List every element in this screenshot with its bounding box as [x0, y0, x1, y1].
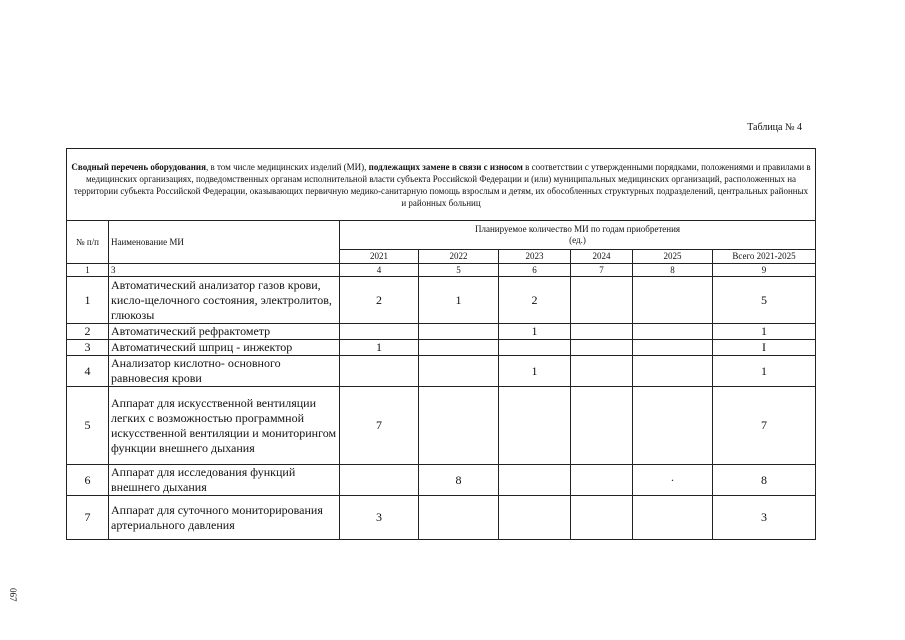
- row-2024: [571, 340, 633, 356]
- row-2023: 2: [499, 277, 571, 324]
- header-year: 2021: [340, 250, 419, 264]
- row-2021: [340, 324, 419, 340]
- row-num: 1: [67, 277, 109, 324]
- row-name: Аппарат для суточного мониторирования артериального давления: [109, 496, 340, 540]
- row-name: Анализатор кислотно- основного равновесия крови: [109, 356, 340, 387]
- row-num: 2: [67, 324, 109, 340]
- column-number: 3: [109, 264, 340, 277]
- row-2022: [419, 356, 499, 387]
- table-row: [67, 277, 816, 324]
- row-2021: 3: [340, 496, 419, 540]
- row-2022: [419, 496, 499, 540]
- row-2021: 2: [340, 277, 419, 324]
- column-number: 4: [340, 264, 419, 277]
- row-name: Автоматический шприц - инжектор: [109, 340, 340, 356]
- row-total: 1: [713, 324, 816, 340]
- table-caption: [67, 149, 816, 221]
- row-2022: [419, 340, 499, 356]
- row-2024: [571, 324, 633, 340]
- row-name: Аппарат для искусственной вентиляции легких с возможностью программной искусственной вентиляции и мониторингом функции внешнего дыхания: [109, 387, 340, 465]
- row-2025: [633, 277, 713, 324]
- row-2022: 1: [419, 277, 499, 324]
- table-row: [67, 465, 816, 496]
- row-2023: [499, 340, 571, 356]
- page-number: 067: [8, 588, 18, 602]
- column-number: 5: [419, 264, 499, 277]
- row-2021: [340, 465, 419, 496]
- row-total: 8: [713, 465, 816, 496]
- header-planned-title: Планируемое количество МИ по годам приобретения: [474, 224, 681, 234]
- row-2024: [571, 277, 633, 324]
- header-name: Наименование МИ: [109, 221, 340, 264]
- row-2025: [633, 356, 713, 387]
- column-number: 6: [499, 264, 571, 277]
- column-number: 8: [633, 264, 713, 277]
- row-2025: [633, 387, 713, 465]
- row-2021: [340, 356, 419, 387]
- row-2025: [633, 496, 713, 540]
- row-name: Автоматический анализатор газов крови, кисло-щелочного состояния, электролитов, глюкозы: [109, 277, 340, 324]
- table-row: [67, 324, 816, 340]
- row-2023: [499, 465, 571, 496]
- column-number: 7: [571, 264, 633, 277]
- row-num: 5: [67, 387, 109, 465]
- caption-bold-2: подлежащих замене в связи с износом: [368, 161, 523, 172]
- header-planned: [340, 221, 816, 250]
- row-2024: [571, 465, 633, 496]
- row-name: Аппарат для исследования функций внешнего дыхания: [109, 465, 340, 496]
- row-total: 7: [713, 387, 816, 465]
- header-unit: (ед.): [569, 235, 586, 245]
- header-year: 2024: [571, 250, 633, 264]
- table-row: [67, 387, 816, 465]
- row-total: 1: [713, 356, 816, 387]
- row-2023: 1: [499, 356, 571, 387]
- row-2023: [499, 496, 571, 540]
- row-total: 3: [713, 496, 816, 540]
- caption-text-2: в соответствии с утвержденными порядками, положениями и правилами в медицинских организациях, подведомственных органам исполнительной власти субъекта Российской Федерации и (или) муниципальных медицинских организаций, расположенных на территории субъекта Российской Федерации, оказывающих первичную медико-санитарную помощь взрослым и детям, их обособленных структурных подразделений, центральных районных и районных больниц: [73, 161, 811, 208]
- row-2025: [633, 340, 713, 356]
- row-num: 6: [67, 465, 109, 496]
- row-2021: 1: [340, 340, 419, 356]
- header-year: 2022: [419, 250, 499, 264]
- row-num: 3: [67, 340, 109, 356]
- row-2023: 1: [499, 324, 571, 340]
- column-number: 9: [713, 264, 816, 277]
- caption-bold-1: Сводный перечень оборудования: [71, 161, 206, 172]
- table-row: [67, 356, 816, 387]
- table-row: [67, 340, 816, 356]
- row-2024: [571, 387, 633, 465]
- row-2022: 8: [419, 465, 499, 496]
- equipment-table: [66, 148, 816, 540]
- header-year: 2025: [633, 250, 713, 264]
- row-2025: ·: [633, 465, 713, 496]
- row-num: 4: [67, 356, 109, 387]
- row-2022: [419, 387, 499, 465]
- row-2024: [571, 356, 633, 387]
- row-2024: [571, 496, 633, 540]
- row-2025: [633, 324, 713, 340]
- row-2023: [499, 387, 571, 465]
- header-total: Всего 2021-2025: [713, 250, 816, 264]
- table-number-label: Таблица № 4: [747, 122, 802, 133]
- row-num: 7: [67, 496, 109, 540]
- row-2022: [419, 324, 499, 340]
- row-total: I: [713, 340, 816, 356]
- column-number: 1: [67, 264, 109, 277]
- table-row: [67, 496, 816, 540]
- header-num: № п/п: [67, 221, 109, 264]
- row-total: 5: [713, 277, 816, 324]
- caption-text-1: , в том числе медицинских изделий (МИ),: [205, 161, 369, 172]
- row-2021: 7: [340, 387, 419, 465]
- row-name: Автоматический рефрактометр: [109, 324, 340, 340]
- header-year: 2023: [499, 250, 571, 264]
